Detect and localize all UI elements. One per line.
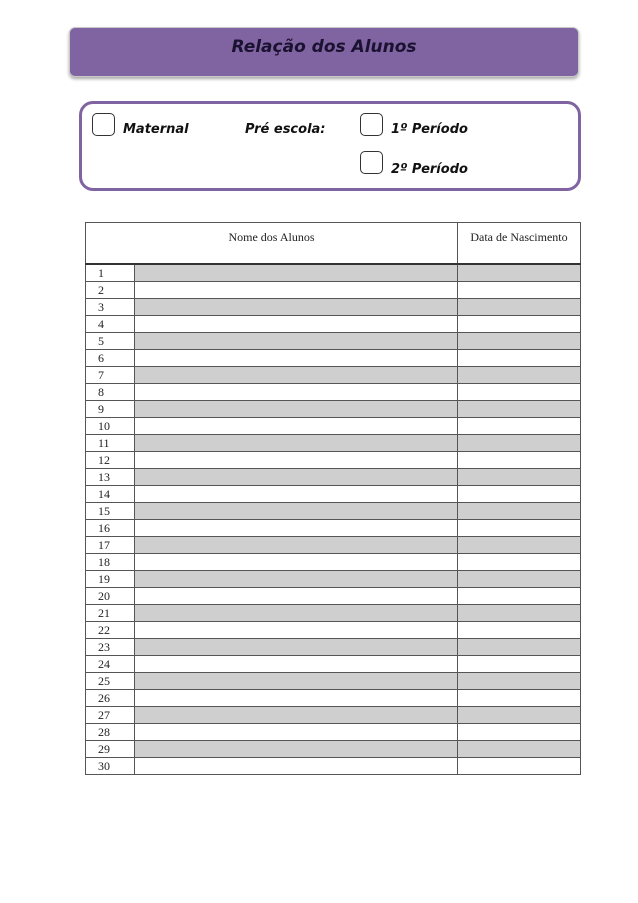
row-number: 21 xyxy=(86,605,135,622)
student-name-cell[interactable] xyxy=(135,724,458,741)
birth-date-cell[interactable] xyxy=(458,503,581,520)
row-number: 16 xyxy=(86,520,135,537)
periodo1-label: 1º Período xyxy=(391,122,468,137)
table-row xyxy=(86,571,581,588)
table-row xyxy=(86,401,581,418)
birth-date-cell[interactable] xyxy=(458,316,581,333)
student-name-cell[interactable] xyxy=(135,673,458,690)
table-row xyxy=(86,639,581,656)
student-name-cell[interactable] xyxy=(135,554,458,571)
table-row xyxy=(86,656,581,673)
student-name-cell[interactable] xyxy=(135,452,458,469)
birth-date-cell[interactable] xyxy=(458,350,581,367)
student-name-cell[interactable] xyxy=(135,299,458,316)
birth-date-cell[interactable] xyxy=(458,571,581,588)
maternal-checkbox[interactable] xyxy=(92,113,115,136)
row-number: 30 xyxy=(86,758,135,775)
student-name-cell[interactable] xyxy=(135,537,458,554)
title-banner xyxy=(69,27,579,77)
table-row xyxy=(86,588,581,605)
page-title: Relação dos Alunos xyxy=(231,37,417,57)
birth-date-cell[interactable] xyxy=(458,724,581,741)
birth-date-cell[interactable] xyxy=(458,401,581,418)
periodo2-label: 2º Período xyxy=(391,162,468,177)
birth-date-cell[interactable] xyxy=(458,741,581,758)
table-row xyxy=(86,758,581,775)
table-row xyxy=(86,741,581,758)
row-number: 13 xyxy=(86,469,135,486)
row-number: 6 xyxy=(86,350,135,367)
birth-date-cell[interactable] xyxy=(458,282,581,299)
table-row xyxy=(86,673,581,690)
birth-date-cell[interactable] xyxy=(458,690,581,707)
table-row xyxy=(86,333,581,350)
table-row xyxy=(86,503,581,520)
row-number: 23 xyxy=(86,639,135,656)
birth-date-cell[interactable] xyxy=(458,486,581,503)
birth-date-cell[interactable] xyxy=(458,554,581,571)
row-number: 19 xyxy=(86,571,135,588)
birth-date-cell[interactable] xyxy=(458,520,581,537)
table-row xyxy=(86,537,581,554)
student-name-cell[interactable] xyxy=(135,656,458,673)
student-name-cell[interactable] xyxy=(135,469,458,486)
birth-date-cell[interactable] xyxy=(458,418,581,435)
row-number: 24 xyxy=(86,656,135,673)
table-row xyxy=(86,690,581,707)
row-number: 3 xyxy=(86,299,135,316)
row-number: 25 xyxy=(86,673,135,690)
birth-date-cell[interactable] xyxy=(458,673,581,690)
student-name-cell[interactable] xyxy=(135,316,458,333)
table-row xyxy=(86,316,581,333)
header-birth-column: Data de Nascimento xyxy=(458,223,581,265)
row-number: 22 xyxy=(86,622,135,639)
row-number: 28 xyxy=(86,724,135,741)
student-name-cell[interactable] xyxy=(135,350,458,367)
student-name-cell[interactable] xyxy=(135,435,458,452)
birth-date-cell[interactable] xyxy=(458,605,581,622)
maternal-label: Maternal xyxy=(123,122,189,137)
row-number: 27 xyxy=(86,707,135,724)
student-name-cell[interactable] xyxy=(135,707,458,724)
table-row xyxy=(86,418,581,435)
row-number: 12 xyxy=(86,452,135,469)
birth-date-cell[interactable] xyxy=(458,333,581,350)
student-name-cell[interactable] xyxy=(135,384,458,401)
birth-date-cell[interactable] xyxy=(458,367,581,384)
row-number: 20 xyxy=(86,588,135,605)
birth-date-cell[interactable] xyxy=(458,469,581,486)
table-row xyxy=(86,299,581,316)
pre-escola-label: Pré escola: xyxy=(245,122,326,137)
row-number: 2 xyxy=(86,282,135,299)
student-name-cell[interactable] xyxy=(135,690,458,707)
periodo2-checkbox[interactable] xyxy=(360,151,383,174)
birth-date-cell[interactable] xyxy=(458,622,581,639)
table-row xyxy=(86,622,581,639)
birth-date-cell[interactable] xyxy=(458,656,581,673)
table-header-row xyxy=(86,223,581,265)
row-number: 29 xyxy=(86,741,135,758)
birth-date-cell[interactable] xyxy=(458,707,581,724)
student-name-cell[interactable] xyxy=(135,741,458,758)
header-name-column: Nome dos Alunos xyxy=(86,223,458,265)
student-name-cell[interactable] xyxy=(135,367,458,384)
birth-date-cell[interactable] xyxy=(458,452,581,469)
student-name-cell[interactable] xyxy=(135,486,458,503)
row-number: 4 xyxy=(86,316,135,333)
row-number: 7 xyxy=(86,367,135,384)
row-number: 14 xyxy=(86,486,135,503)
table-row xyxy=(86,605,581,622)
table-row xyxy=(86,469,581,486)
row-number: 10 xyxy=(86,418,135,435)
student-name-cell[interactable] xyxy=(135,282,458,299)
birth-date-cell[interactable] xyxy=(458,435,581,452)
table-row xyxy=(86,520,581,537)
table-row xyxy=(86,554,581,571)
table-row xyxy=(86,435,581,452)
table-row xyxy=(86,350,581,367)
student-name-cell[interactable] xyxy=(135,605,458,622)
row-number: 8 xyxy=(86,384,135,401)
table-row xyxy=(86,264,581,282)
students-table xyxy=(85,222,581,775)
table-row xyxy=(86,282,581,299)
birth-date-cell[interactable] xyxy=(458,384,581,401)
birth-date-cell[interactable] xyxy=(458,264,581,282)
table-row xyxy=(86,452,581,469)
student-name-cell[interactable] xyxy=(135,758,458,775)
periodo1-checkbox[interactable] xyxy=(360,113,383,136)
table-row xyxy=(86,384,581,401)
student-name-cell[interactable] xyxy=(135,571,458,588)
student-name-cell[interactable] xyxy=(135,503,458,520)
row-number: 15 xyxy=(86,503,135,520)
table-row xyxy=(86,707,581,724)
birth-date-cell[interactable] xyxy=(458,639,581,656)
birth-date-cell[interactable] xyxy=(458,588,581,605)
row-number: 26 xyxy=(86,690,135,707)
student-name-cell[interactable] xyxy=(135,622,458,639)
table-row xyxy=(86,724,581,741)
row-number: 1 xyxy=(86,264,135,282)
row-number: 18 xyxy=(86,554,135,571)
row-number: 5 xyxy=(86,333,135,350)
student-name-cell[interactable] xyxy=(135,418,458,435)
student-name-cell[interactable] xyxy=(135,401,458,418)
student-name-cell[interactable] xyxy=(135,520,458,537)
birth-date-cell[interactable] xyxy=(458,758,581,775)
table-row xyxy=(86,367,581,384)
class-options-box xyxy=(79,101,581,191)
student-name-cell[interactable] xyxy=(135,588,458,605)
student-name-cell[interactable] xyxy=(135,639,458,656)
row-number: 11 xyxy=(86,435,135,452)
student-name-cell[interactable] xyxy=(135,264,458,282)
table-row xyxy=(86,486,581,503)
table-body xyxy=(86,264,581,775)
student-name-cell[interactable] xyxy=(135,333,458,350)
birth-date-cell[interactable] xyxy=(458,537,581,554)
row-number: 9 xyxy=(86,401,135,418)
birth-date-cell[interactable] xyxy=(458,299,581,316)
row-number: 17 xyxy=(86,537,135,554)
